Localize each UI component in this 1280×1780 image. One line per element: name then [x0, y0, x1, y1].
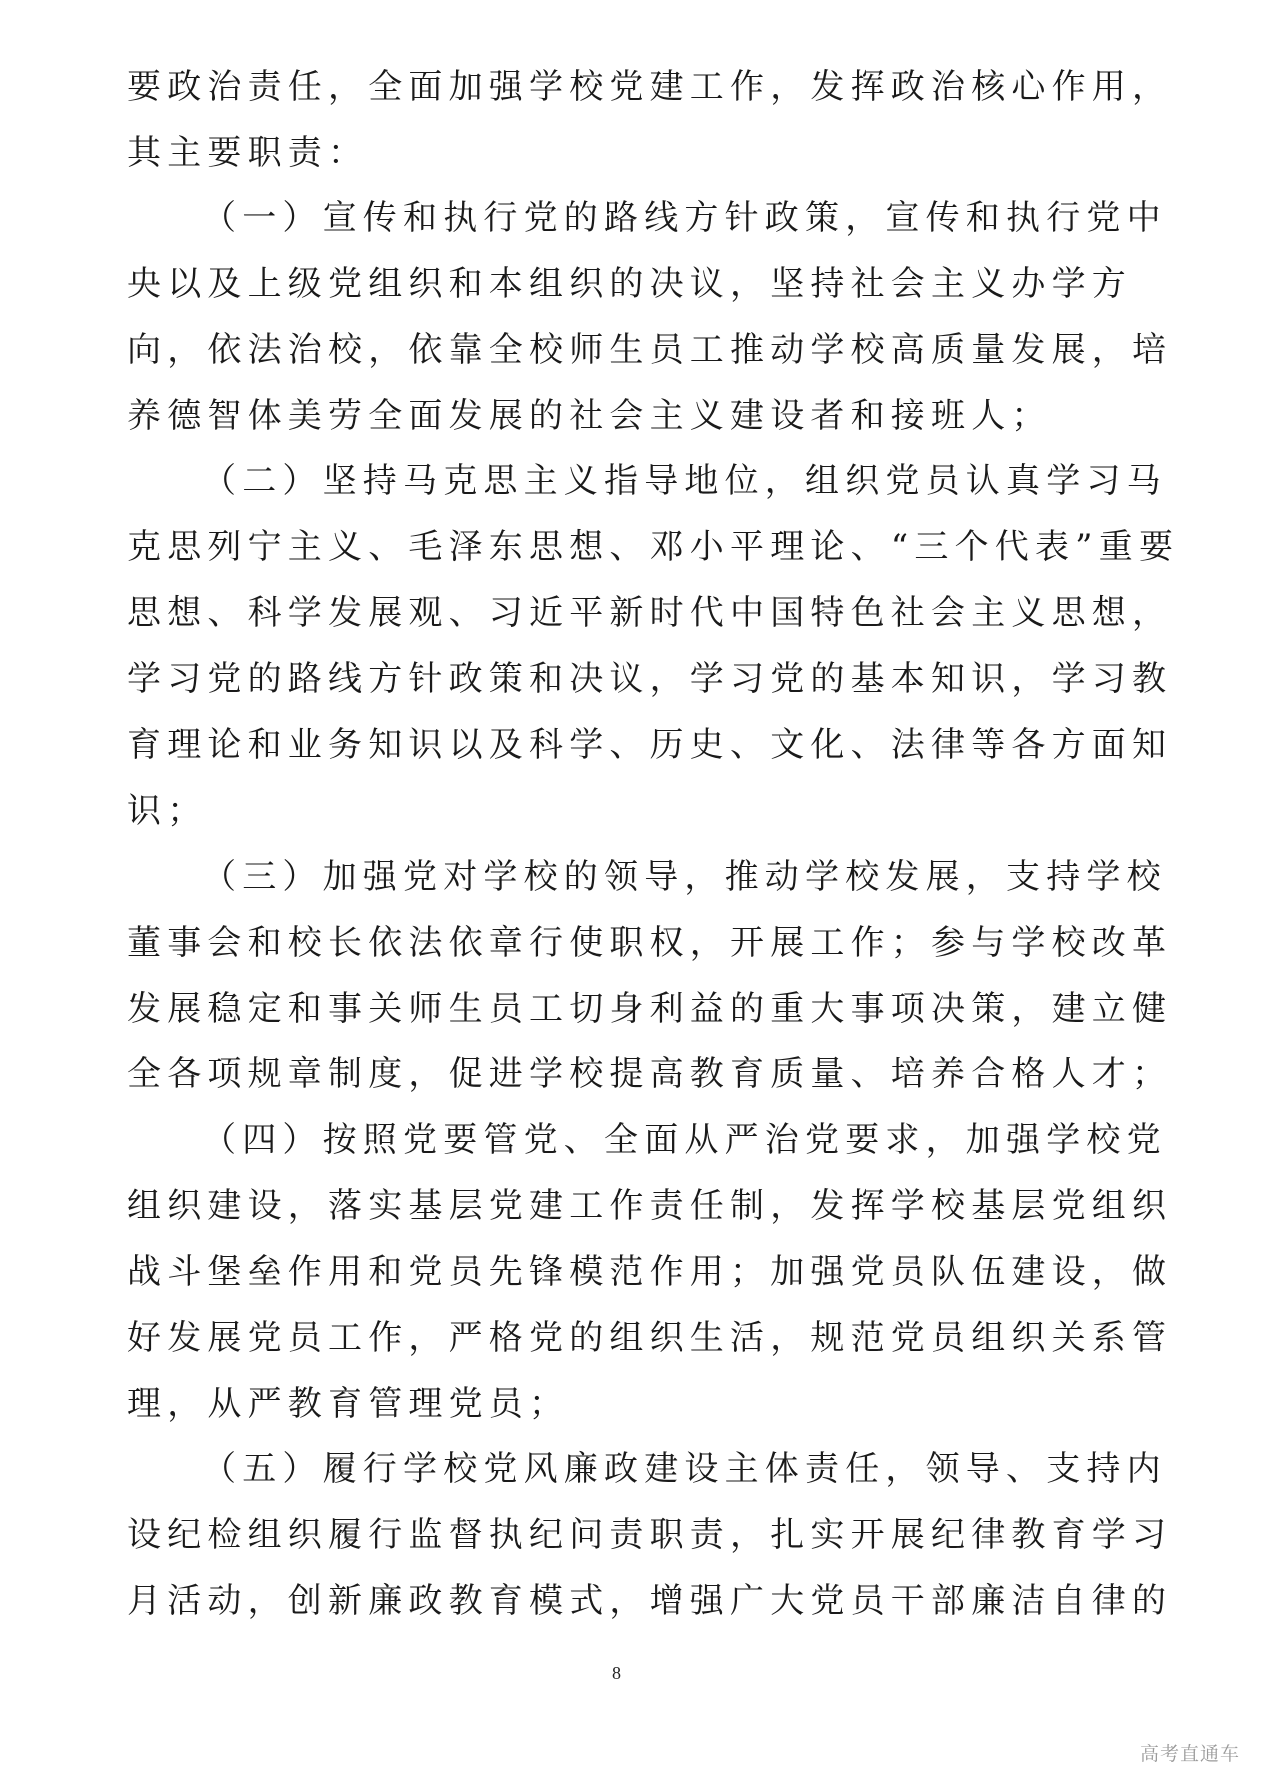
paragraph-first-line: （五）履行学校党风廉政建设主体责任，领导、支持内: [202, 1449, 1167, 1489]
paragraph-first-line: （一）宣传和执行党的路线方针政策，宣传和执行党中: [202, 198, 1167, 238]
text-line: 战斗堡垒作用和党员先锋模范作用；加强党员队伍建设，做: [127, 1252, 1173, 1292]
text-line: 思想、科学发展观、习近平新时代中国特色社会主义思想，: [127, 593, 1173, 633]
text-line: 好发展党员工作，严格党的组织生活，规范党员组织关系管: [127, 1318, 1173, 1358]
text-line: 向，依法治校，依靠全校师生员工推动学校高质量发展，培: [127, 330, 1173, 370]
text-line: 组织建设，落实基层党建工作责任制，发挥学校基层党组织: [127, 1186, 1173, 1226]
text-line: 育理论和业务知识以及科学、历史、文化、法律等各方面知: [127, 725, 1173, 765]
paragraph-first-line: （三）加强党对学校的领导，推动学校发展，支持学校: [202, 857, 1167, 897]
text-line: 发展稳定和事关师生员工切身利益的重大事项决策，建立健: [127, 989, 1173, 1029]
text-line: 识；: [127, 791, 208, 831]
text-line: 设纪检组织履行监督执纪问责职责，扎实开展纪律教育学习: [127, 1515, 1173, 1555]
text-line: 要政治责任，全面加强学校党建工作，发挥政治核心作用，: [127, 67, 1173, 107]
text-line: 理，从严教育管理党员；: [127, 1384, 570, 1424]
text-line: 董事会和校长依法依章行使职权，开展工作；参与学校改革: [127, 923, 1173, 963]
text-line: 养德智体美劳全面发展的社会主义建设者和接班人；: [127, 396, 1052, 436]
page-number: 8: [612, 1663, 621, 1683]
paragraph-first-line: （二）坚持马克思主义指导地位，组织党员认真学习马: [202, 461, 1167, 501]
text-line: 全各项规章制度，促进学校提高教育质量、培养合格人才；: [127, 1054, 1173, 1094]
text-line: 月活动，创新廉政教育模式，增强广大党员干部廉洁自律的: [127, 1581, 1173, 1621]
text-line: 克思列宁主义、毛泽东思想、邓小平理论、“三个代表”重要: [127, 527, 1180, 567]
text-line: 学习党的路线方针政策和决议，学习党的基本知识，学习教: [127, 659, 1173, 699]
paragraph-first-line: （四）按照党要管党、全面从严治党要求，加强学校党: [202, 1120, 1167, 1160]
watermark-text: 高考直通车: [1140, 1743, 1241, 1765]
text-line: 央以及上级党组织和本组织的决议，坚持社会主义办学方: [127, 264, 1132, 304]
text-line: 其主要职责：: [127, 133, 369, 173]
